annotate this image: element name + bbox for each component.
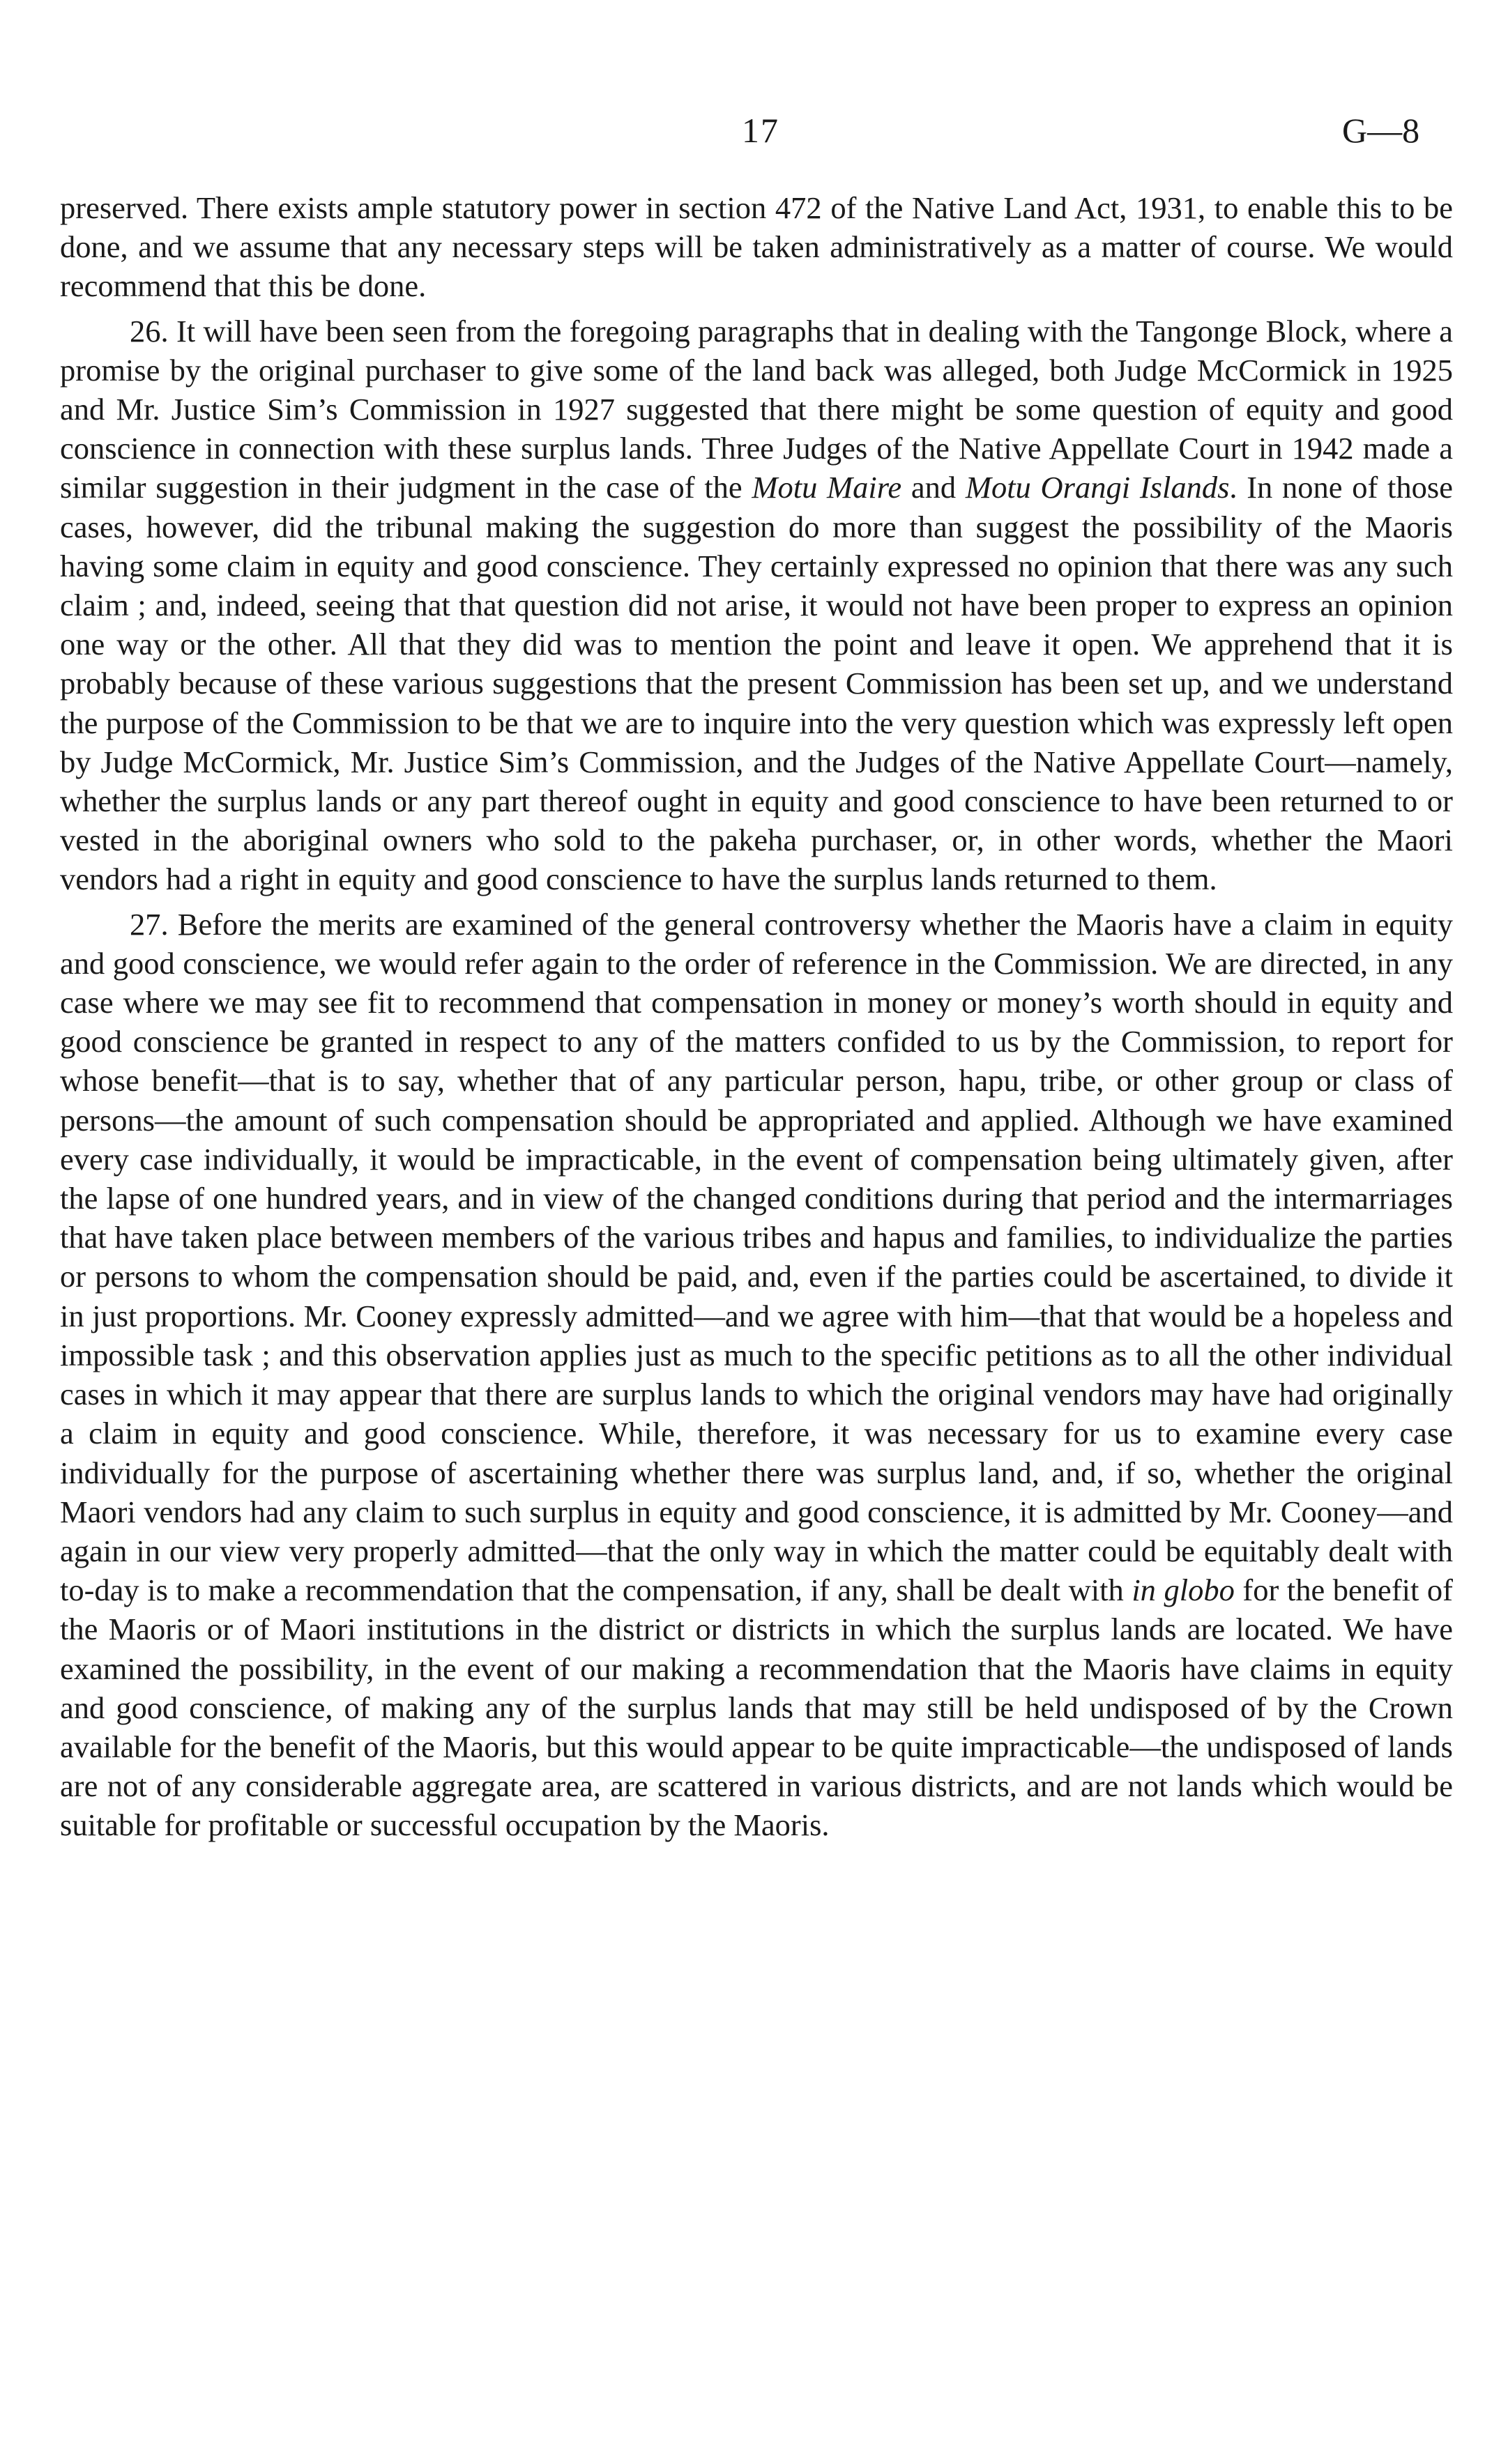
paragraph-27-text-a: 27. Before the merits are examined of the general controversy whether the Maoris have a claim in equity and good conscience, we would refer again to the order of reference in the Commission. We are directed, in any case where we may see fit to recommend that compensation in money or money’s worth should in equity and good conscience be granted in respect to any of the matters confided to us by the Commission, to report for whose benefit—that is to say, whether that of any particular person, hapu, tribe, or other group or class of persons—the amount of such compensation should be appropriated and applied. Although we have examined every case individually, it would be impracticable, in the event of compensation being ultimately given, after the lapse of one hundred years, and in view of the changed conditions during that period and the intermarriages that have taken place between members of the various tribes and hapus and families, to individualize the parties or persons to whom the compensation should be paid, and, even if the parties could be ascertained, to divide it in just proportions. Mr. Cooney expressly admitted—and we agree with him—that that would be a hopeless and impossible task ; and this observation applies just as much to the specific petitions as to all the other individual cases in which it may appear that there are surplus lands to which the original vendors may have had originally a claim in equity and good conscience. While, therefore, it was necessary for us to examine every case individually for the purpose of ascertaining whether there was surplus land, and, if so, whether the original Maori vendors had any claim to such surplus in equity and good conscience, it is admitted by Mr. Cooney—and again in our view very properly admitted—that the only way in which the matter could be equitably dealt with to-day is to make a recommendation that the compensation, if any, shall be dealt with	[60, 906, 1453, 1608]
paragraph-26-text-b: . In none of those cases, however, did the tribunal making the suggestion do more than suggest the possibility of the Maoris having some claim in equity and good conscience. They certainly expressed no opinion that there was any such claim ; and, indeed, seeing that that question did not arise, it would not have been proper to express an opinion one way or the other. All that they did was to mention the point and leave it open. We apprehend that it is probably because of these various suggestions that the present Commission has been set up, and we understand the purpose of the Commission to be that we are to inquire into the very question which was expressly left open by Judge McCormick, Mr. Justice Sim’s Commission, and the Judges of the Native Appellate Court—namely, whether the surplus lands or any part thereof ought in equity and good conscience to have been returned to or vested in the aboriginal owners who sold to the pakeha purchaser, or, in other words, whether the Maori vendors had a right in equity and good conscience to have the surplus lands returned to them.	[60, 470, 1453, 897]
paragraph-26-italic-motu-orangi: Motu Orangi Islands	[965, 470, 1230, 505]
paragraph-26-text-a: 26. It will have been seen from the foregoing paragraphs that in dealing with the Tangonge Block, where a promise by the original purchaser to give some of the land back was alleged, both Judge McCormick in 1925 and Mr. Justice Sim’s Commission in 1927 suggested that there might be some question of equity and good conscience in connection with these surplus lands. Three Judges of the Native Appellate Court in 1942 made a similar suggestion in their judgment in the case of the	[60, 313, 1453, 505]
body-text	[60, 188, 1453, 1845]
paragraph-26-italic-motu-maire: Motu Maire	[752, 470, 902, 505]
paragraph-continued: preserved. There exists ample statutory power in section 472 of the Native Land Act, 1931, to enable this to be done, and we assume that any necessary steps will be taken administratively as a matter of course. We would recommend that this be done.	[60, 190, 1453, 304]
paragraph-27-text-b: for the benefit of the Maoris or of Maori institutions in the district or districts in which the surplus lands are located. We have examined the possibility, in the event of our making a recommendation that the Maoris have claims in equity and good conscience, of making any of the surplus lands that may still be held undisposed of by the Crown available for the benefit of the Maoris, but this would appear to be quite impracticable—the undisposed of lands are not of any considerable aggregate area, are scattered in various districts, and are not lands which would be suitable for profitable or successful occupation by the Maoris.	[60, 1572, 1453, 1843]
page-number: 17	[742, 111, 779, 150]
series-reference: G—8	[1342, 111, 1420, 150]
paragraph-26-text-and: and	[901, 470, 966, 505]
paragraph-26	[60, 312, 1453, 899]
paragraph-27-italic-in-globo: in globo	[1132, 1572, 1235, 1608]
paragraph-27	[60, 905, 1453, 1845]
